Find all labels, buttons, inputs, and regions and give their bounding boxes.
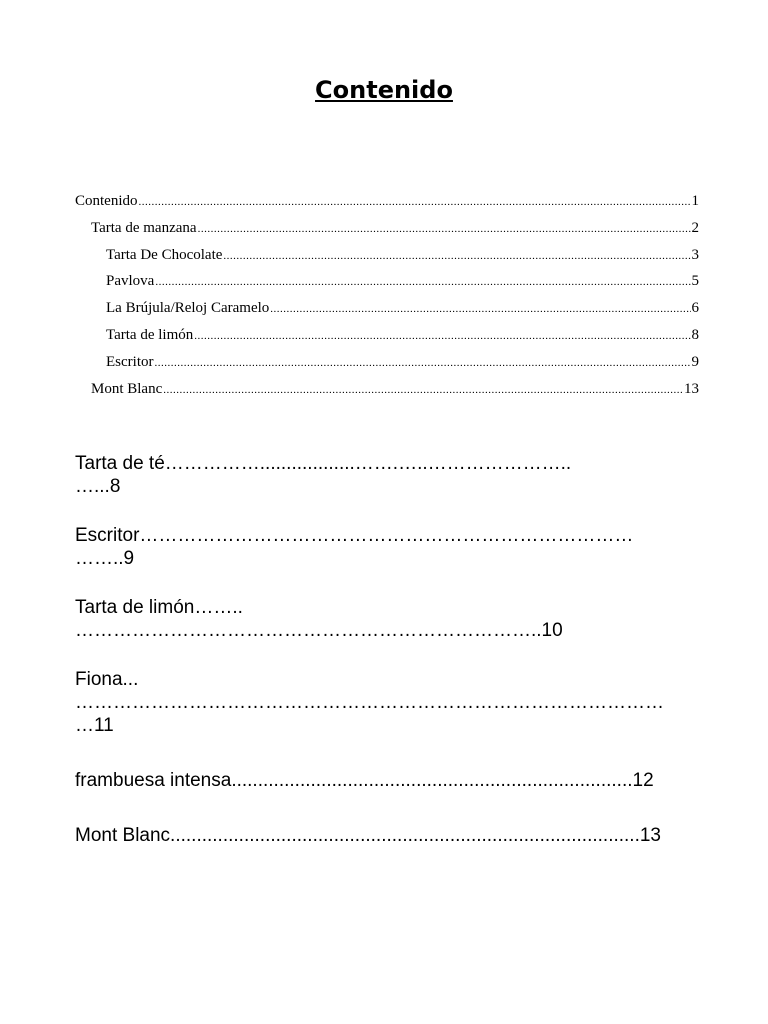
manual-entry-line: Fiona...	[75, 669, 139, 690]
manual-entry	[75, 452, 705, 498]
manual-entry	[75, 824, 705, 847]
toc-entry-page: 2	[691, 219, 699, 236]
toc-entry-page: 3	[691, 246, 699, 263]
toc-entry[interactable]	[75, 376, 699, 403]
toc-entry[interactable]	[75, 349, 699, 376]
manual-entry-line: …………………………………………………………………………………	[75, 692, 664, 713]
manual-entry-line: Tarta de limón……..	[75, 597, 243, 618]
toc-entry-label: Mont Blanc	[91, 380, 163, 397]
manual-entry	[75, 668, 705, 737]
toc-entry-label: Tarta de manzana	[91, 219, 197, 236]
manual-entry-line: Mont Blanc.........................................................................................13	[75, 825, 661, 846]
toc-entry-page: 5	[691, 273, 699, 290]
toc-entry-page: 8	[691, 326, 699, 343]
dot-leader	[194, 323, 690, 350]
toc-entry-label: La Brújula/Reloj Caramelo	[106, 300, 270, 317]
dot-leader	[163, 377, 683, 404]
manual-entry	[75, 524, 705, 570]
manual-entry-line: ………………………………………………………………..10	[75, 620, 563, 641]
toc-entry[interactable]	[75, 268, 699, 295]
toc-entry[interactable]	[75, 322, 699, 349]
page-title: Contenido	[315, 76, 453, 104]
dot-leader	[198, 216, 691, 243]
toc-entry-page: 6	[691, 300, 699, 317]
toc-entry[interactable]	[75, 295, 699, 322]
dot-leader	[223, 243, 690, 270]
dot-leader	[270, 296, 690, 323]
manual-contents-list	[75, 452, 705, 847]
manual-entry-line: ……..9	[75, 548, 135, 569]
toc-entry-page: 13	[684, 380, 699, 397]
manual-entry-line: Tarta de té……………..................…….…..…………………..	[75, 453, 572, 474]
dot-leader	[154, 350, 690, 377]
toc-entry[interactable]	[75, 242, 699, 269]
dot-leader	[155, 269, 690, 296]
toc-entry[interactable]	[75, 215, 699, 242]
manual-entry-line: Escritor……………………………………………………………………	[75, 525, 634, 546]
manual-entry-line: …11	[75, 715, 114, 736]
manual-entry	[75, 769, 705, 792]
toc-entry[interactable]	[75, 188, 699, 215]
dot-leader	[139, 189, 691, 216]
toc-entry-page: 9	[691, 353, 699, 370]
manual-entry-line: …...8	[75, 476, 121, 497]
table-of-contents	[75, 188, 699, 402]
toc-entry-label: Escritor	[106, 353, 154, 370]
toc-entry-page: 1	[691, 193, 699, 209]
toc-entry-label: Contenido	[75, 193, 138, 209]
manual-entry-line: frambuesa intensa............................................................................12	[75, 770, 654, 791]
toc-entry-label: Pavlova	[106, 273, 155, 290]
toc-entry-label: Tarta de limón	[106, 326, 194, 343]
manual-entry	[75, 596, 705, 642]
toc-entry-label: Tarta De Chocolate	[106, 246, 223, 263]
